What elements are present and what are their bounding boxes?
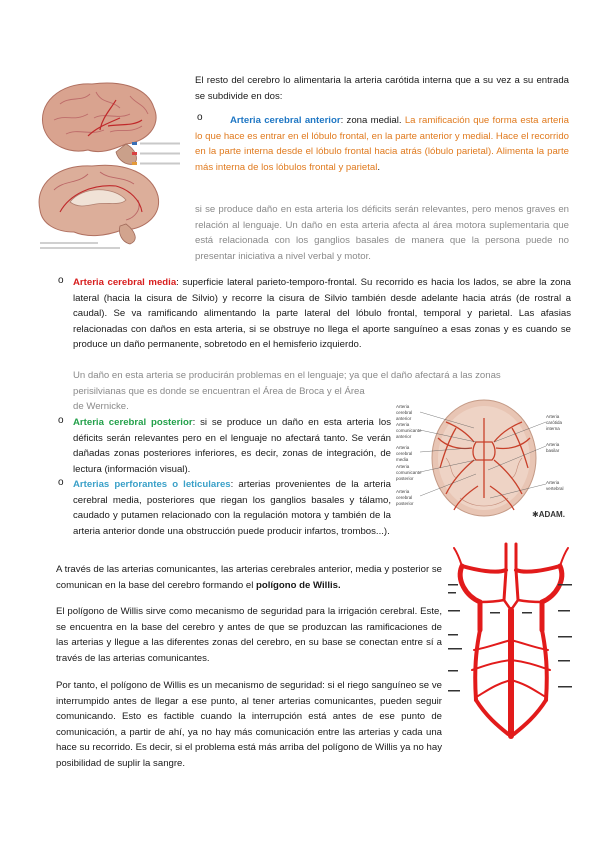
perforantes-paragraph: [73, 477, 391, 539]
bullet-anterior: o: [197, 112, 203, 123]
brain-base-illustration: [396, 398, 568, 524]
comunicantes-paragraph: [56, 562, 442, 593]
comunicantes-text: A través de las arterias comunicantes, las arterias cerebrales anterior, media y posterior se comunican en la base del cerebro formando el: [56, 564, 442, 591]
label-cerebral-posterior: Arteria cerebral posterior: [396, 489, 414, 506]
media-paragraph: [73, 275, 571, 353]
anterior-description: La ramificación que forma esta arteria lo que hace es entrar en el lóbulo frontal, en la parte anterior y medial. Hace el recorrido en la parte interna desde el lóbulo frontal hacia atrás (lóbulo parietal). Alimenta la parte más interna de los lóbulos frontal y parietal: [195, 115, 569, 173]
posterior-description: : si se produce un daño en esta arteria los déficits serán relevantes pero en el lenguaje no afectará tanto. Se verán dañadas zonas posteriores inferiores, es decir, zonas de integración, de lectura (información visual).: [73, 417, 392, 475]
willis-diagram: [446, 540, 576, 740]
media-damage-1: Un daño en esta arteria se producirán problemas en el lenguaje; ya que el daño afectará a las zonas: [73, 370, 501, 381]
willis-paragraph-1: El polígono de Willis sirve como mecanismo de seguridad para la irrigación cerebral. Este, se encuentra en la base del cerebro y antes de que se produzcan las ramificaciones de las arterias y llegue a las diferentes zonas del cerebro, en su base se conectan entre sí a través de las arterias comunicantes.: [56, 606, 442, 664]
anterior-end: .: [377, 161, 381, 173]
media-description: : superficie lateral parieto-temporo-frontal. Su recorrido es hacia los lados, se abre la zona lateral (hacia la cisura de Silvio) y recorre la cisura de Silvio también desde adelante hacia atrás (de rostral a caudal). Se va ramificando alimentando la parte lateral del lóbulo frontal, temporal y parietal. Las afasias relacionadas con daños en esta arteria, si se obstruye no llega el aporte sanguíneo a esas zonas y es cuando se produce un daño permanente, sobretodo en el hemisferio izquierdo.: [73, 277, 571, 351]
anterior-title: Arteria cerebral anterior: [230, 115, 341, 126]
label-comunicante-posterior: Arteria comunicante posterior: [396, 464, 422, 481]
label-cerebral-anterior: Arteria cerebral anterior: [396, 404, 413, 421]
label-basilar: Arteria basilar: [546, 442, 560, 453]
label-comunicante-anterior: Arteria comunicante anterior: [396, 422, 422, 439]
label-cerebral-media: Arteria cerebral media: [396, 445, 413, 462]
label-carotida-interna: Arteria carótida interna: [546, 414, 563, 431]
brain-illustration: [30, 74, 190, 256]
bullet-perforantes: o: [58, 477, 64, 488]
willis-paragraph-2: Por tanto, el polígono de Willis es un mecanismo de seguridad: si el riego sanguíneo se ve interrumpido antes de llegar a ese punto, al tener arterias comunicantes, pueden seguir comunicando. Esto es factible cuando la interrupción está antes de ese punto de comunicación, a partir de ahí, ya no hay más comunicación entre las arterias y cada una hace su recorrido. Es decir, si el problema está más arriba del polígono de Willis ya no hay posibilidad de suplir la sangre.: [56, 680, 442, 769]
media-title: Arteria cerebral media: [73, 277, 177, 288]
willis-term: polígono de Willis.: [256, 579, 341, 591]
bullet-posterior: o: [58, 415, 64, 426]
media-damage-2: perisilvianas que es donde se encuentran el Área de Broca y el Área: [73, 386, 365, 397]
intro-paragraph: El resto del cerebro lo alimentaria la arteria carótida interna que a su vez a su entrada se subdivide en dos:: [195, 75, 569, 102]
anterior-damage: si se produce daño en esta arteria los déficits serán relevantes, pero menos graves en relación al lenguaje. Un daño en esta arteria afecta al área motora suplementaria que está relacionada con los ganglios basales de manera que la persona puede no presentar iniciativa a nivel verbal y motor.: [195, 204, 569, 262]
adam-logo: ✱ADAM.: [532, 510, 565, 519]
perforantes-description: : arterias provenientes de la arteria cerebral media, posteriores que riegan los ganglios basales y tálamo, caudado y putamen relacionado con la regulación motora y también de la arteria anterior donde una obstrucción puede producir infartos, trombos...).: [73, 479, 391, 537]
label-vertebral: Arteria vertebral: [546, 480, 564, 491]
posterior-title: Arteria cerebral posterior: [73, 417, 193, 428]
media-damage-3: de Wernicke.: [73, 401, 129, 412]
anterior-paragraph: [195, 113, 569, 175]
posterior-paragraph: [73, 415, 391, 477]
bullet-media: o: [58, 275, 64, 286]
perforantes-title: Arterias perforantes o leticulares: [73, 479, 231, 490]
anterior-lead: : zona medial.: [340, 115, 405, 126]
